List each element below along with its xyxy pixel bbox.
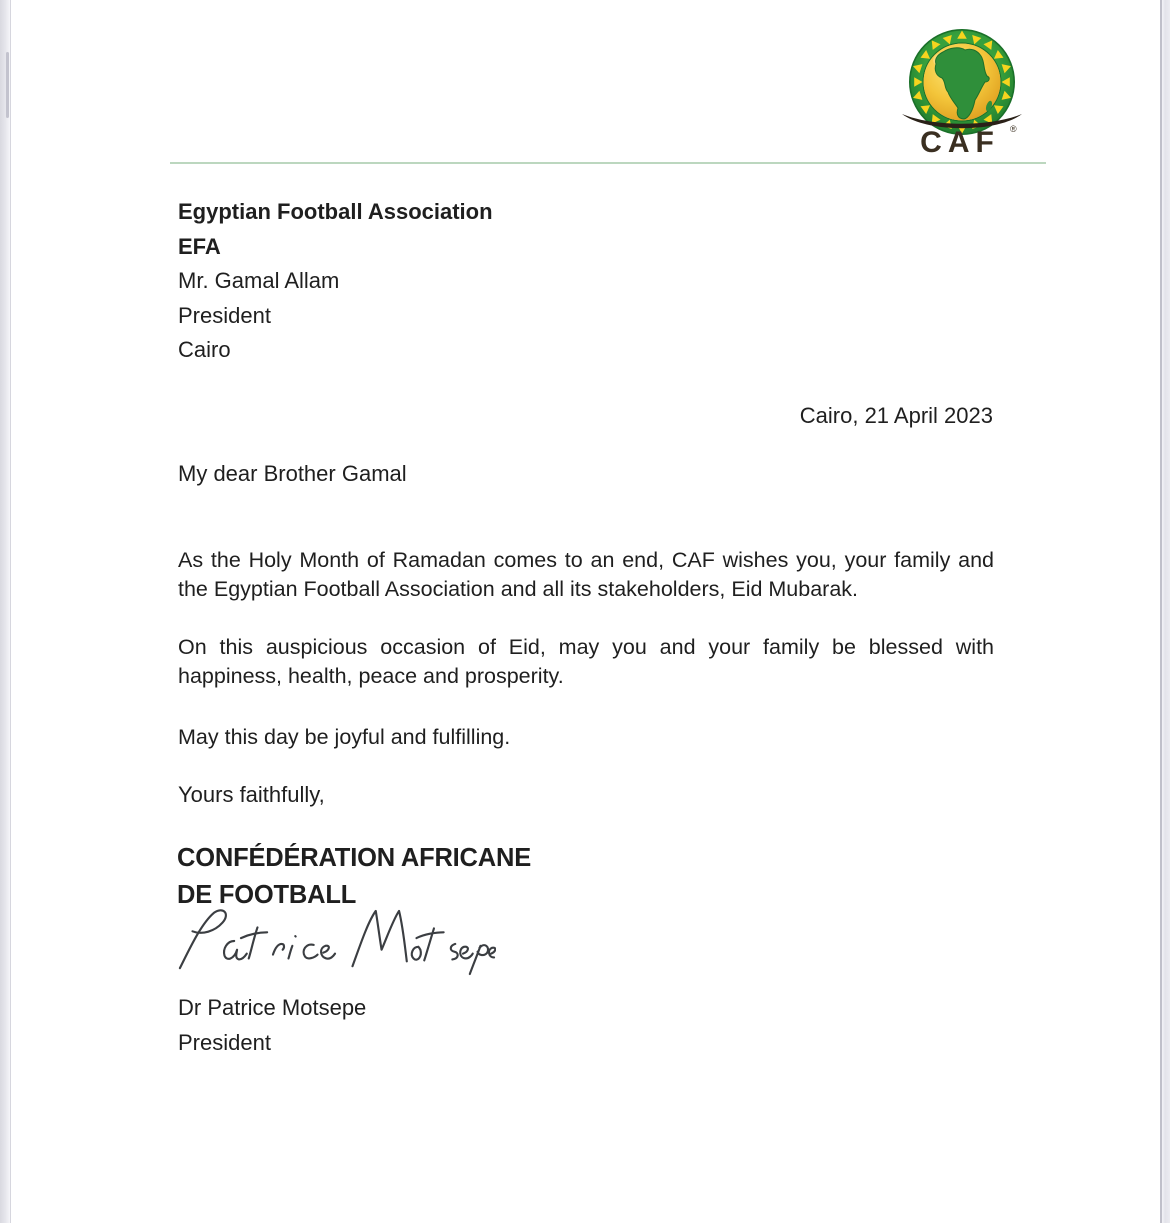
caf-logo-icon: [901, 24, 1023, 160]
sender-organization: [177, 840, 531, 913]
signer-name: Dr Patrice Motsepe: [178, 995, 367, 1020]
recipient-abbreviation: EFA: [178, 233, 221, 259]
signature-icon: [176, 906, 496, 976]
signer-block: [178, 991, 366, 1061]
sender-organization-line2: DE FOOTBALL: [177, 880, 357, 909]
recipient-organization: Egyptian Football Association: [178, 199, 493, 224]
signer-title: President: [178, 1029, 271, 1055]
registered-mark: ®: [1010, 124, 1017, 134]
dateline: Cairo, 21 April 2023: [799, 403, 993, 428]
caf-wordmark: CAF: [920, 126, 1000, 159]
recipient-city: Cairo: [178, 337, 231, 363]
salutation: My dear Brother Gamal: [178, 461, 407, 486]
recipient-title: President: [178, 302, 271, 328]
paragraph-3: May this day be joyful and fulfilling.: [178, 725, 511, 749]
sender-organization-line1: CONFÉDÉRATION AFRICANE: [177, 844, 532, 872]
caf-logo: [901, 24, 1023, 158]
header-divider: [170, 162, 1046, 164]
paragraph-1: As the Holy Month of Ramadan comes to an end, CAF wishes you, your family and the Egyptian Football Association and all its stakeholders, Eid Mubarak.: [178, 548, 994, 602]
closing: Yours faithfully,: [178, 782, 325, 807]
recipient-name: Mr. Gamal Allam: [178, 268, 340, 294]
signature-image: [176, 906, 496, 978]
paragraph-2: On this auspicious occasion of Eid, may you and your family be blessed with happiness, health, peace and prosperity.: [178, 635, 994, 689]
recipient-block: [178, 195, 493, 368]
